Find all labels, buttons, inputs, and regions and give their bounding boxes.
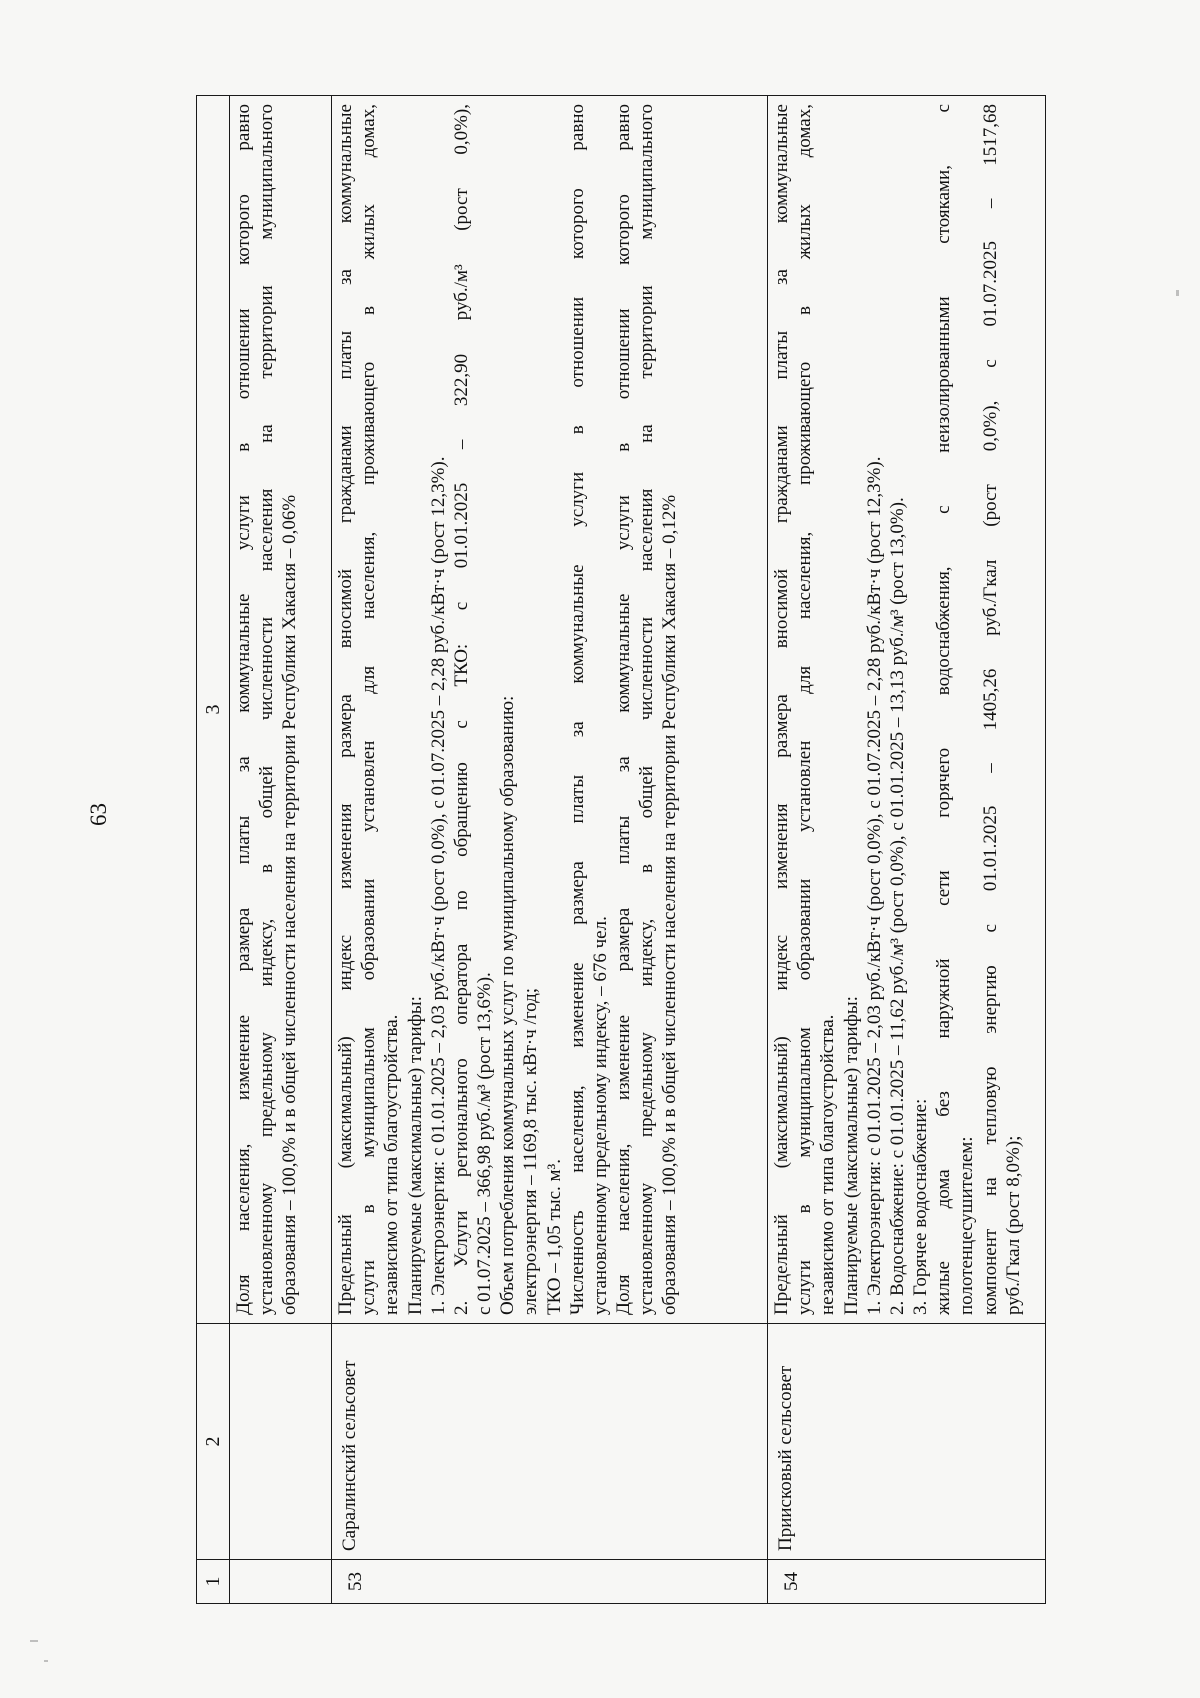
text-line: компонент на тепловую энергию с 01.01.2025 – 1405,26 руб./Гкал (рост 0,0%), с 01.07.2025 – 1517,68: [979, 104, 1001, 1315]
text-line: 2. Услуги регионального оператора по обращению с ТКО: с 01.01.2025 – 322,90 руб./м³ (рост 0,0%),: [450, 104, 472, 1315]
table-row: [768, 96, 1046, 1604]
text-line: установленному предельному индексу, в общей численности населения на территории муниципального: [636, 104, 658, 1315]
text-line: 1. Электроэнергия: с 01.01.2025 – 2,03 руб./кВт·ч (рост 0,0%), с 01.07.2025 – 2,28 руб./кВт·ч (рост 12,3%).: [863, 456, 885, 1315]
text-line: независимо от типа благоустройства.: [817, 1014, 839, 1315]
table-row: [230, 96, 332, 1604]
tariff-table-grid: [196, 95, 1046, 1604]
text-line: образования – 100,0% и в общей численности населения на территории Республики Хакасия – 0,12%: [659, 494, 681, 1315]
text-line: 3. Горячее водоснабжение:: [910, 1098, 932, 1315]
page-number: 63: [86, 803, 111, 826]
text-line: руб./Гкал (рост 8,0%);: [1002, 1135, 1024, 1315]
row-description: [768, 96, 1046, 1324]
header-col-1: 1: [197, 1560, 230, 1604]
row-number: 54: [768, 1560, 1046, 1604]
text-line: 2. Водоснабжение: с 01.01.2025 – 11,62 руб./м³ (рост 0,0%), с 01.01.2025 – 13,13 руб./м³ (рост 13,0%).: [886, 497, 908, 1315]
text-line: Объем потребления коммунальных услуг по муниципальному образованию:: [497, 695, 519, 1315]
text-line: Предельный (максимальный) индекс изменения размера вносимой гражданами платы за коммунальные: [335, 104, 356, 1315]
text-line: установленному предельному индексу, – 676 чел.: [589, 916, 611, 1315]
scan-speck: [1176, 290, 1179, 296]
row-number: 53: [332, 1560, 768, 1604]
header-col-3: 3: [197, 96, 230, 1324]
text-line: услуги в муниципальном образовании установлен для населения, проживающего в жилых домах,: [794, 104, 816, 1315]
table-header-row: [197, 96, 230, 1604]
text-line: 1. Электроэнергия: с 01.01.2025 – 2,03 руб./кВт·ч (рост 0,0%), с 01.07.2025 – 2,28 руб./кВт·ч (рост 12,3%).: [427, 456, 449, 1315]
text-line: образования – 100,0% и в общей численности населения на территории Республики Хакасия – 0,06%: [279, 494, 301, 1315]
row-description: [332, 96, 768, 1324]
text-line: ТКО – 1,05 тыс. м³.: [543, 1159, 565, 1315]
text-line: независимо от типа благоустройства.: [381, 1014, 403, 1315]
text-line: Доля населения, изменение размера платы за коммунальные услуги в отношении которого равно: [613, 104, 635, 1315]
text-line: Предельный (максимальный) индекс изменения размера вносимой гражданами платы за коммунальные: [771, 104, 792, 1315]
municipality-name: Саралинский сельсовет: [332, 1324, 768, 1560]
text-line: установленному предельному индексу, в общей численности населения на территории муниципального: [256, 104, 278, 1315]
text-line: с 01.07.2025 – 366,98 руб./м³ (рост 13,6%).: [474, 972, 496, 1315]
text-line: услуги в муниципальном образовании установлен для населения, проживающего в жилых домах,: [358, 104, 380, 1315]
text-line: полотенцесушителем:: [956, 1136, 978, 1315]
row-number: [230, 1560, 332, 1604]
header-col-2: 2: [197, 1324, 230, 1560]
scan-speck: [30, 1640, 38, 1642]
municipality-name: Приисковый сельсовет: [768, 1324, 1046, 1560]
row-description: [230, 96, 332, 1324]
text-line: Планируемые (максимальные) тарифы:: [404, 996, 426, 1315]
municipality-name: [230, 1324, 332, 1560]
text-line: электроэнергия – 1169,8 тыс. кВт·ч /год;: [520, 987, 542, 1315]
text-line: Доля населения, изменение размера платы за коммунальные услуги в отношении которого равно: [233, 104, 254, 1315]
scan-speck: [44, 1660, 48, 1662]
table-row: [332, 96, 768, 1604]
tariff-table: [196, 96, 1046, 1604]
text-line: жилые дома без наружной сети горячего водоснабжения, с неизолированными стояками, с: [933, 104, 955, 1315]
text-line: Численность населения, изменение размера платы за коммунальные услуги в отношении которого равно: [566, 104, 588, 1315]
text-line: Планируемые (максимальные) тарифы:: [840, 996, 862, 1315]
